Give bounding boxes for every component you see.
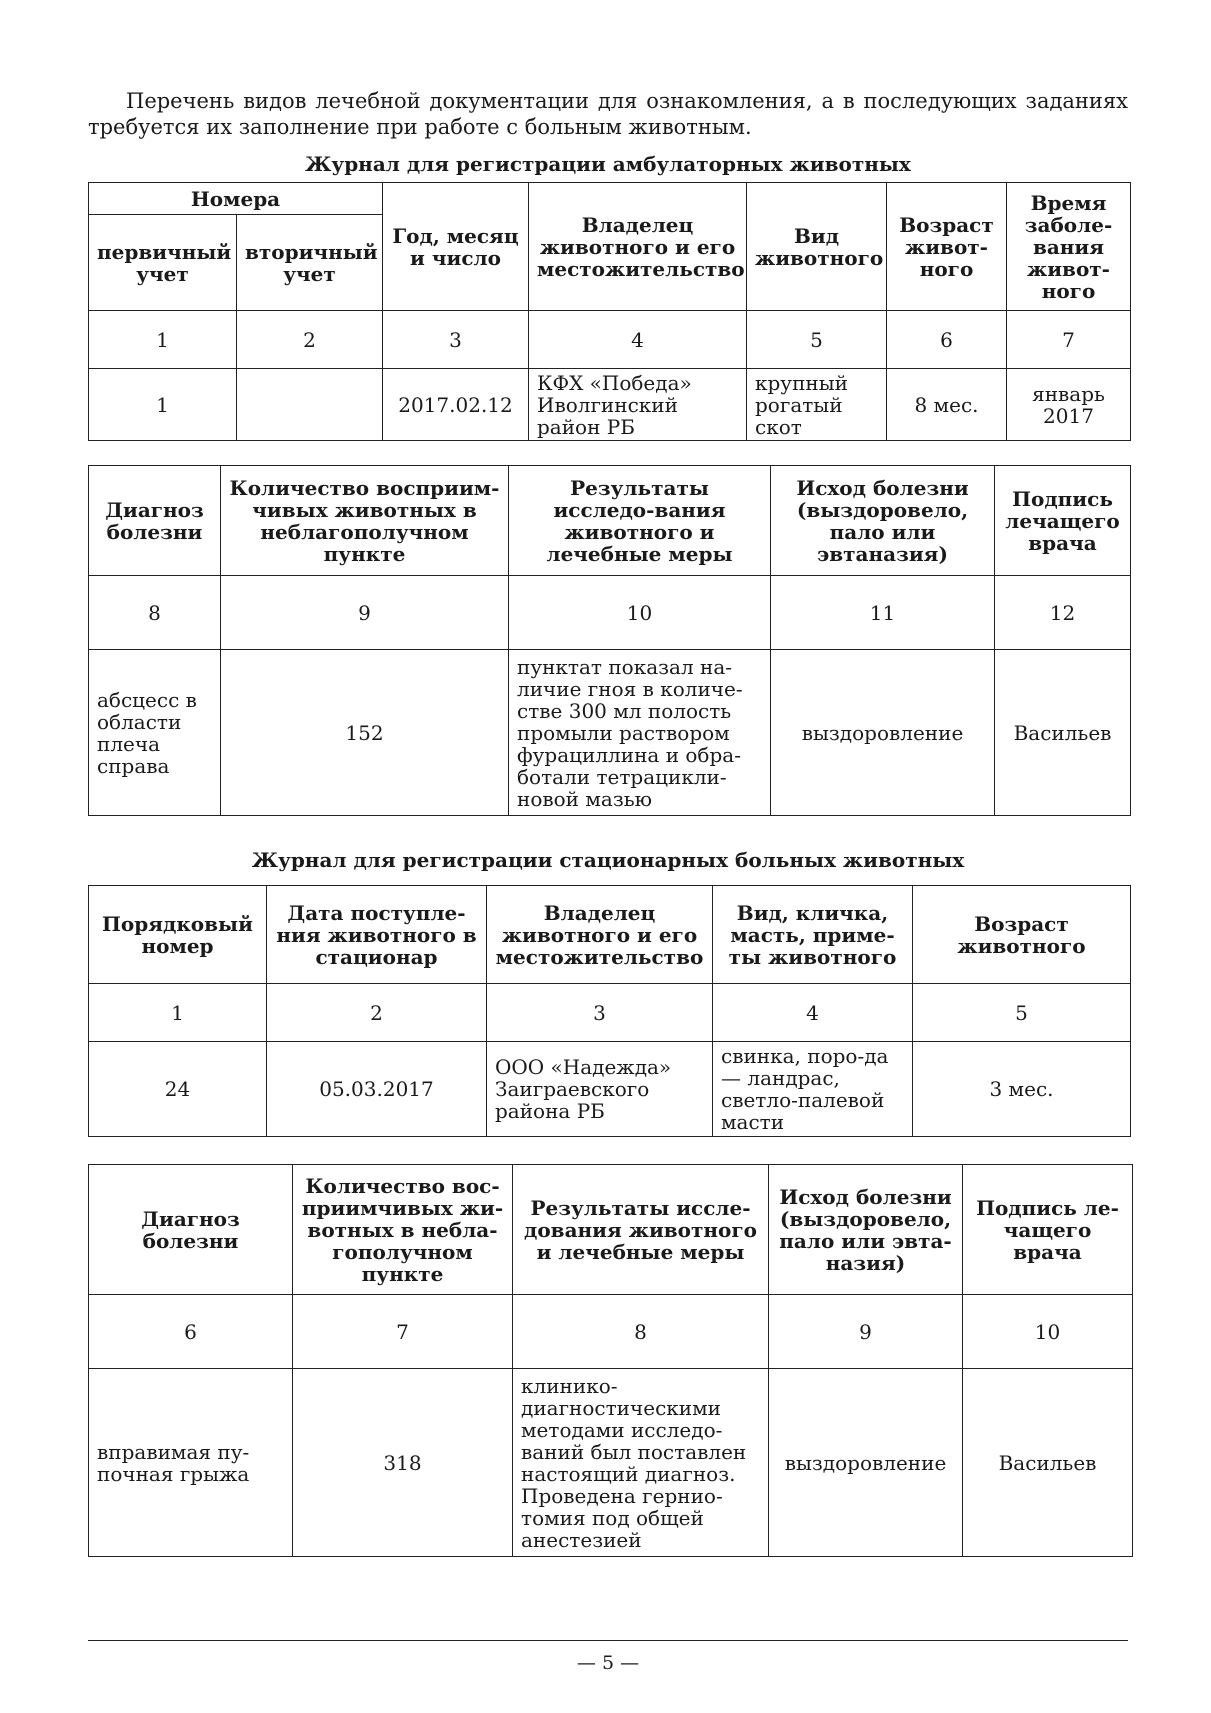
table-row	[89, 369, 1131, 441]
header-date: Год, месяц и число	[383, 183, 529, 311]
journal2-table-a	[88, 885, 1131, 1137]
header-signature: Подпись ле-чащего врача	[963, 1165, 1133, 1295]
header-species: Вид животного	[747, 183, 887, 311]
header-results: Результаты исследо-вания животного и лечебные меры	[509, 466, 771, 576]
header-signature: Подпись лечащего врача	[995, 466, 1131, 576]
header-diagnosis: Диагноз болезни	[89, 466, 221, 576]
header-age: Возраст животного	[913, 886, 1131, 984]
header-animal-description: Вид, кличка, масть, приме-ты животного	[713, 886, 913, 984]
column-numbers-row	[89, 1295, 1133, 1369]
header-susceptible: Количество восприим-чивых животных в неблагополучном пункте	[221, 466, 509, 576]
cell-outcome: выздоровление	[769, 1369, 963, 1557]
cell-species: крупный рогатый скот	[747, 369, 887, 441]
journal2-table-b	[88, 1164, 1133, 1557]
cell-secondary	[237, 369, 383, 441]
header-susceptible: Количество вос-приимчивых жи-вотных в небла-гополучном пункте	[293, 1165, 513, 1295]
col-number: 2	[267, 984, 487, 1042]
col-number: 1	[89, 984, 267, 1042]
footer-divider	[88, 1640, 1128, 1641]
header-order-number: Порядковый номер	[89, 886, 267, 984]
cell-susceptible: 318	[293, 1369, 513, 1557]
numbers-group-header: Номера	[89, 183, 383, 215]
col-number: 9	[769, 1295, 963, 1369]
cell-signature: Васильев	[995, 650, 1131, 816]
journal1-table-a	[88, 182, 1131, 441]
cell-age: 3 мес.	[913, 1042, 1131, 1137]
header-age: Возраст живот-ного	[887, 183, 1007, 311]
col-number: 12	[995, 576, 1131, 650]
header-diagnosis: Диагноз болезни	[89, 1165, 293, 1295]
col-number: 8	[513, 1295, 769, 1369]
col-number: 3	[487, 984, 713, 1042]
cell-results: клинико-диагностическими методами исследо-ваний был поставлен настоящий диагноз. Проведена герниo-томия под общей анестезией	[513, 1369, 769, 1557]
header-owner: Владелец животного и его местожительство	[529, 183, 747, 311]
cell-primary: 1	[89, 369, 237, 441]
column-numbers-row	[89, 576, 1131, 650]
col-number: 2	[237, 311, 383, 369]
journal1-table-b	[88, 465, 1131, 816]
table-row	[89, 1369, 1133, 1557]
col-number: 3	[383, 311, 529, 369]
table-row	[89, 650, 1131, 816]
col-number: 5	[913, 984, 1131, 1042]
col-number: 8	[89, 576, 221, 650]
header-primary: первичный учет	[89, 215, 237, 311]
table-row	[89, 1042, 1131, 1137]
cell-susceptible: 152	[221, 650, 509, 816]
col-number: 6	[887, 311, 1007, 369]
cell-owner: КФХ «Победа» Иволгинский район РБ	[529, 369, 747, 441]
header-outcome: Исход болезни (выздоровело, пало или эвта-назия)	[769, 1165, 963, 1295]
col-number: 4	[713, 984, 913, 1042]
cell-order-number: 24	[89, 1042, 267, 1137]
cell-admission-date: 05.03.2017	[267, 1042, 487, 1137]
column-numbers-row	[89, 984, 1131, 1042]
col-number: 10	[963, 1295, 1133, 1369]
header-secondary: вторичный учет	[237, 215, 383, 311]
header-onset: Время заболе-вания живот-ного	[1007, 183, 1131, 311]
cell-outcome: выздоровление	[771, 650, 995, 816]
col-number: 7	[293, 1295, 513, 1369]
cell-onset: январь 2017	[1007, 369, 1131, 441]
header-results: Результаты иссле-дования животного и лечебные меры	[513, 1165, 769, 1295]
page-number: — 5 —	[576, 1652, 640, 1674]
header-admission-date: Дата поступле-ния животного в стационар	[267, 886, 487, 984]
col-number: 9	[221, 576, 509, 650]
intro-paragraph: Перечень видов лечебной документации для ознакомления, а в последующих заданиях требуется их заполнение при работе с больным животным.	[88, 89, 1128, 139]
cell-signature: Васильев	[963, 1369, 1133, 1557]
col-number: 1	[89, 311, 237, 369]
journal1-title: Журнал для регистрации амбулаторных животных	[305, 152, 911, 176]
cell-owner: ООО «Надежда» Заиграевского района РБ	[487, 1042, 713, 1137]
col-number: 5	[747, 311, 887, 369]
cell-age: 8 мес.	[887, 369, 1007, 441]
cell-animal-description: свинка, поро-да — ландрас, светло-палевой масти	[713, 1042, 913, 1137]
col-number: 6	[89, 1295, 293, 1369]
journal2-title: Журнал для регистрации стационарных больных животных	[251, 848, 965, 872]
column-numbers-row	[89, 311, 1131, 369]
col-number: 11	[771, 576, 995, 650]
col-number: 7	[1007, 311, 1131, 369]
col-number: 4	[529, 311, 747, 369]
header-owner: Владелец животного и его местожительство	[487, 886, 713, 984]
col-number: 10	[509, 576, 771, 650]
cell-date: 2017.02.12	[383, 369, 529, 441]
cell-diagnosis: вправимая пу-почная грыжа	[89, 1369, 293, 1557]
cell-diagnosis: абсцесс в области плеча справа	[89, 650, 221, 816]
header-outcome: Исход болезни (выздоровело, пало или эвтаназия)	[771, 466, 995, 576]
cell-results: пунктат показал на-личие гноя в количе-стве 300 мл полость промыли раствором фурациллина и обра-ботали тетрацикли-новой мазью	[509, 650, 771, 816]
